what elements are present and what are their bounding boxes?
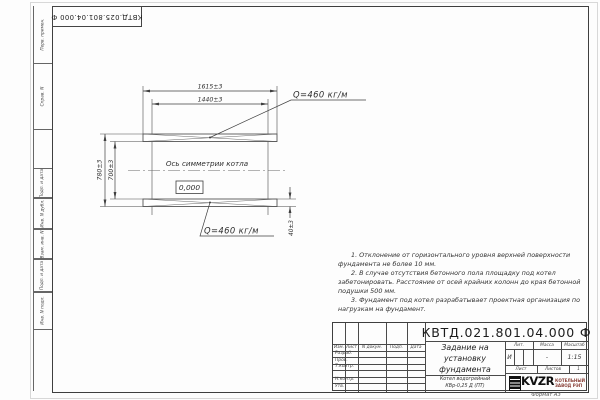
- mass-header: Масса: [540, 342, 554, 348]
- lit-header: Лит.: [514, 342, 524, 348]
- stamp-podp-data-2: Подп. и дата: [34, 258, 52, 293]
- kvzr-logo-icon: [509, 376, 521, 391]
- sheet-label: Лист: [515, 366, 527, 372]
- stamp-inv-dubl: Инв. N дубл.: [34, 197, 52, 230]
- dim-top-inner-label: 1440±3: [197, 96, 223, 104]
- technical-notes: [338, 251, 581, 314]
- tb-header-ndokum: N докум.: [362, 344, 382, 350]
- stamp-vzam-inv: Взам. инв. N: [34, 228, 52, 260]
- kvzr-logo-text: KVZR: [521, 374, 555, 388]
- doc-number: КВТД.021.801.04.000 Ф: [421, 324, 592, 340]
- stamp-inv-podl: Инв. N подл.: [34, 291, 52, 330]
- top-rotated-doc-number: КВТД.025.801.04.000 Ф: [52, 6, 142, 27]
- stamp-sprav-n: Справ. N: [34, 63, 52, 130]
- tb-header-list: Лист: [346, 344, 357, 350]
- tb-sign-utv: Утв.: [335, 383, 345, 389]
- note-1: 1. Отклонение от горизонтального уровня верхней поверхности фундамента не более 10 мм.: [338, 251, 571, 268]
- stamp-perv-primen: Перв. примен.: [34, 6, 52, 64]
- symmetry-axis-label: Ось симметрии котла: [165, 159, 249, 168]
- tb-sign-razrab: Разраб.: [335, 351, 353, 357]
- tb-line: [523, 349, 524, 365]
- stamp-podp-data-1: Подп. и дата: [34, 168, 52, 199]
- extension-lines: [100, 83, 296, 215]
- drawing-labels: [97, 84, 348, 236]
- load-label-bottom: Q=460 кг/м: [204, 225, 259, 236]
- mass-value: -: [545, 353, 549, 361]
- lit-value: И: [507, 353, 512, 361]
- dim-rail-height-label: 40±3: [289, 220, 295, 236]
- title-block: [332, 322, 592, 391]
- format-label: Формат А3: [531, 392, 561, 398]
- dim-left-inner-label: 700±3: [107, 159, 115, 181]
- foundation-plan-view: [88, 76, 388, 246]
- elevation-mark-value: 0,000: [178, 183, 201, 192]
- tb-header-data: Дата: [410, 344, 422, 350]
- tb-header-izm: Изм.: [333, 344, 345, 350]
- tb-line: [386, 323, 387, 392]
- scale-value: 1:15: [567, 353, 582, 361]
- tb-line: [407, 323, 408, 392]
- dim-left-outer-label: 780±3: [96, 159, 104, 181]
- note-2: 2. В случае отсутствия бетонного пола площадку под котел забетонировать. Расстояние от осей крайних колонн до края бетонной подушки 500 мм.: [338, 269, 581, 295]
- load-label-top: Q=460 кг/м: [293, 89, 348, 100]
- tb-line: [514, 349, 515, 365]
- doc-title: Задание на установку фундамента: [439, 342, 491, 374]
- sheets-value: 1: [577, 366, 580, 372]
- scale-header: Масштаб: [564, 342, 585, 348]
- kvzr-logo-caption: КОТЕЛЬНЫЙ ЗАВОД РЭП: [555, 378, 586, 388]
- side-stamp-strip: [33, 6, 52, 391]
- leader-lines: [200, 100, 366, 236]
- product-name: Котел водогрейный КВр-0,25 Д (ПТ): [439, 377, 491, 389]
- dim-top-outer-label: 1615±3: [197, 83, 223, 91]
- note-3: 3. Фундамент под котел разрабатывает проектная организация по нагрузкам на фундамент.: [338, 296, 581, 313]
- tb-sign-tkontr: Т.контр.: [335, 364, 355, 370]
- tb-sign-prov: Пров.: [335, 357, 348, 363]
- tb-sign-nkontr: Н.контр.: [335, 377, 355, 383]
- sheets-label: Листов: [544, 366, 562, 372]
- tb-header-podp: Подп.: [389, 344, 403, 350]
